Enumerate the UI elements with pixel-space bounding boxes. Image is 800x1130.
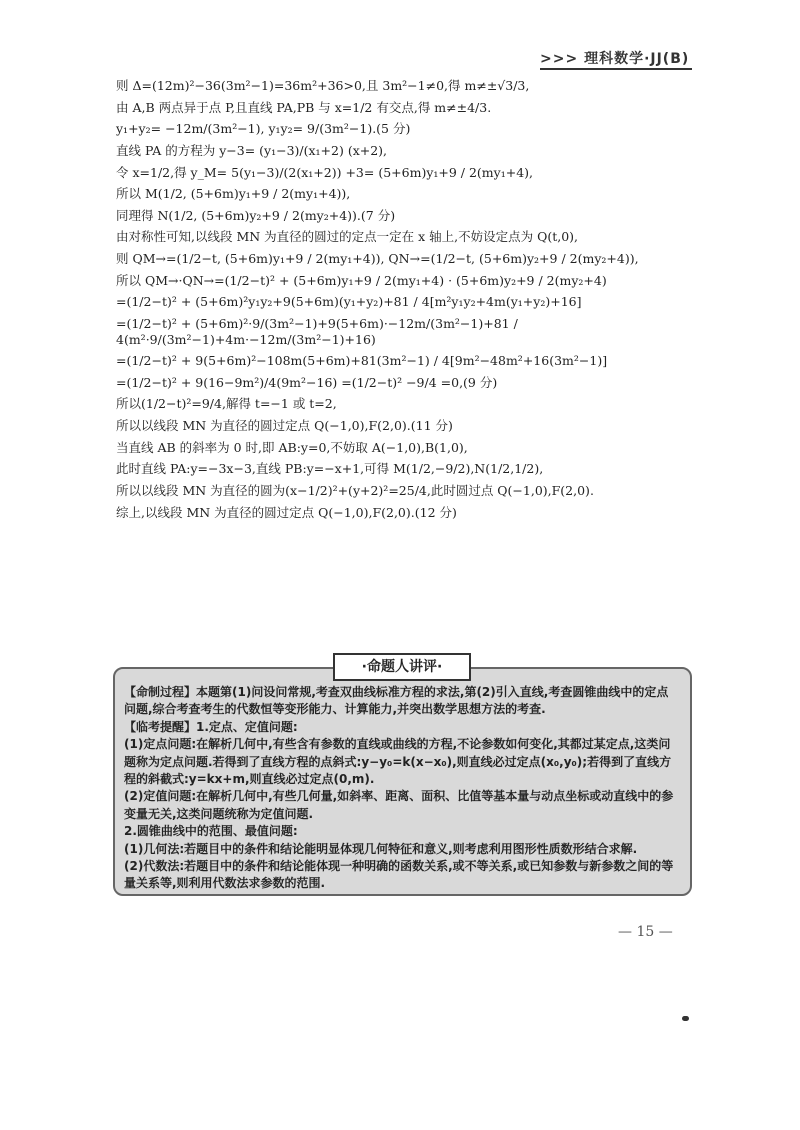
commentary-paragraph: (1)几何法:若题目中的条件和结论能明显体现几何特征和意义,则考虑利用图形性质数形结合求解. — [124, 841, 638, 856]
solution-line: y₁+y₂= −12m/(3m²−1), y₁y₂= 9/(3m²−1).(5 分) — [116, 121, 411, 137]
solution-line: 此时直线 PA:y=−3x−3,直线 PB:y=−x+1,可得 M(1/2,−9/2),N(1/2,1/2), — [116, 461, 544, 477]
page-number: — 15 — — [618, 924, 673, 940]
solution-body — [116, 78, 706, 520]
solution-line: =(1/2−t)² + (5+6m)²·9/(3m²−1)+9(5+6m)·−12m/(3m²−1)+81 / 4(m²·9/(3m²−1)+4m·−12m/(3m²−1)+16) — [116, 315, 518, 347]
solution-line: 所以(1/2−t)²=9/4,解得 t=−1 或 t=2, — [116, 396, 337, 412]
commentary-paragraph: 2.圆锥曲线中的范围、最值问题: — [124, 824, 298, 839]
solution-line: =(1/2−t)² + 9(5+6m)²−108m(5+6m)+81(3m²−1) / 4[9m²−48m²+16(3m²−1)] — [116, 353, 608, 369]
solution-line: 所以以线段 MN 为直径的圆为(x−1/2)²+(y+2)²=25/4,此时圆过点 Q(−1,0),F(2,0). — [116, 482, 594, 498]
header-rule — [540, 68, 692, 70]
commentary-paragraph: 【命制过程】本题第(1)问设问常规,考查双曲线标准方程的求法,第(2)引入直线,考查圆锥曲线中的定点问题,综合考查考生的代数恒等变形能力、计算能力,并突出数学思想方法的考查. — [124, 685, 669, 717]
commentary-paragraph: 【临考提醒】1.定点、定值问题: — [124, 719, 298, 734]
solution-line: =(1/2−t)² + (5+6m)²y₁y₂+9(5+6m)(y₁+y₂)+81 / 4[m²y₁y₂+4m(y₁+y₂)+16] — [116, 294, 582, 310]
solution-line: 直线 PA 的方程为 y−3= (y₁−3)/(x₁+2) (x+2), — [116, 142, 388, 158]
solution-line: 所以以线段 MN 为直径的圆过定点 Q(−1,0),F(2,0).(11 分) — [116, 418, 453, 433]
solution-line: 当直线 AB 的斜率为 0 时,即 AB:y=0,不妨取 A(−1,0),B(1,0), — [116, 439, 468, 455]
solution-line: 则 QM→=(1/2−t, (5+6m)y₁+9 / 2(my₁+4)), QN→=(1/2−t, (5+6m)y₂+9 / 2(my₂+4)), — [116, 251, 639, 266]
commentary-paragraph: (1)定点问题:在解析几何中,有些含有参数的直线或曲线的方程,不论参数如何变化,其都过某定点,这类问题称为定点问题.若得到了直线方程的点斜式:y−y₀=k(x−x₀),则直线必过定点(x₀,y₀);若得到了直线方程的斜截式:y=kx+m,则直线必过定点(0,m). — [124, 737, 672, 786]
solution-line: 所以 QM→·QN→=(1/2−t)² + (5+6m)y₁+9 / 2(my₁+4) · (5+6m)y₂+9 / 2(my₂+4) — [116, 272, 607, 288]
commentary-paragraph: (2)代数法:若题目中的条件和结论能体现一种明确的函数关系,或不等关系,或已知参数与新参数之间的等量关系等,则利用代数法求参数的范围. — [124, 858, 674, 891]
solution-line: 同理得 N(1/2, (5+6m)y₂+9 / 2(my₂+4)).(7 分) — [116, 207, 396, 223]
solution-line: 综上,以线段 MN 为直径的圆过定点 Q(−1,0),F(2,0).(12 分) — [116, 504, 457, 520]
ink-speck — [682, 1016, 689, 1021]
solution-line: 令 x=1/2,得 y_M= 5(y₁−3)/(2(x₁+2)) +3= (5+6m)y₁+9 / 2(my₁+4), — [116, 164, 534, 180]
solution-line: 则 Δ=(12m)²−36(3m²−1)=36m²+36>0,且 3m²−1≠0,得 m≠±√3/3, — [116, 78, 530, 93]
solution-line: =(1/2−t)² + 9(16−9m²)/4(9m²−16) =(1/2−t)² −9/4 =0,(9 分) — [116, 374, 498, 390]
solution-line: 由对称性可知,以线段 MN 为直径的圆过的定点一定在 x 轴上,不妨设定点为 Q(t,0), — [116, 229, 579, 245]
commentary-content — [124, 684, 679, 893]
solution-line: 所以 M(1/2, (5+6m)y₁+9 / 2(my₁+4)), — [116, 186, 351, 202]
solution-line: 由 A,B 两点异于点 P,且直线 PA,PB 与 x=1/2 有交点,得 m≠±4/3. — [116, 99, 492, 115]
commentary-title: ·命题人讲评· — [333, 653, 471, 681]
running-header: >>> 理科数学·JJ(B) — [540, 51, 690, 67]
commentary-paragraph: (2)定值问题:在解析几何中,有些几何量,如斜率、距离、面积、比值等基本量与动点坐标或动直线中的参变量无关,这类问题统称为定值问题. — [124, 789, 674, 821]
